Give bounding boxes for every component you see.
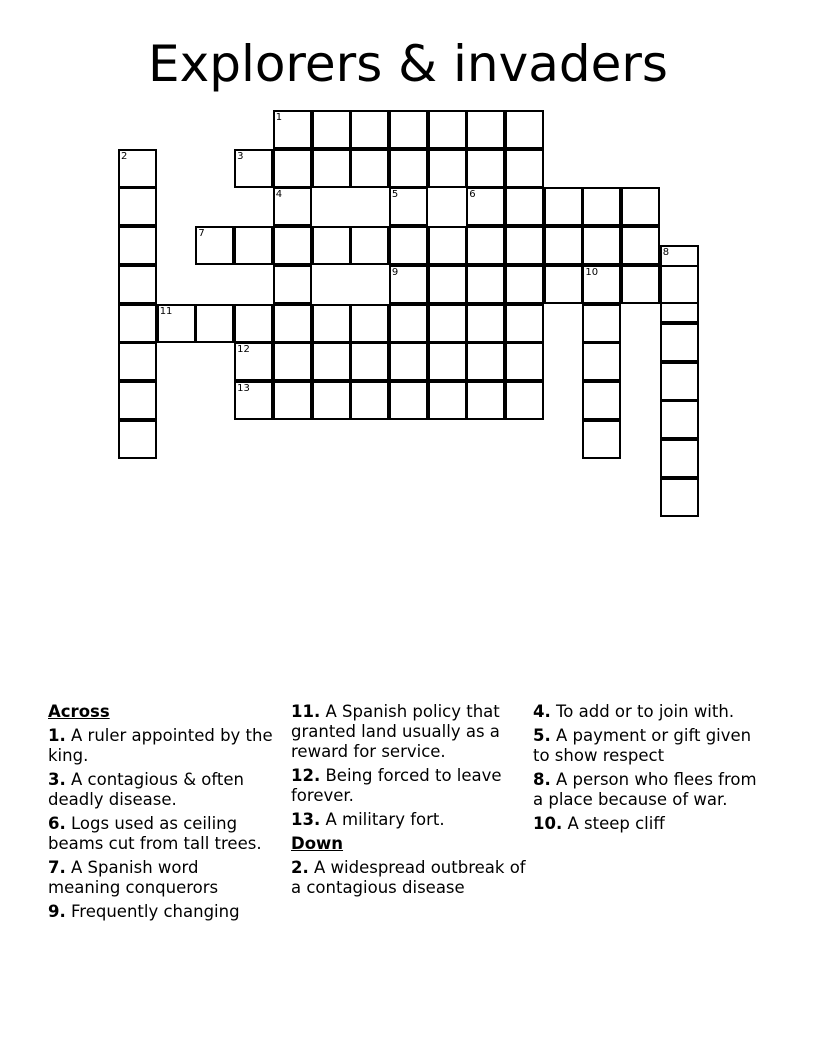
clue-text: A military fort. [325, 810, 445, 829]
crossword-cell[interactable] [234, 304, 273, 343]
crossword-cell[interactable] [428, 265, 467, 304]
crossword-cell[interactable] [466, 342, 505, 381]
crossword-cell[interactable] [505, 149, 544, 188]
clue-number-label: 3 [237, 150, 244, 162]
clue-text: Frequently changing [71, 902, 240, 921]
clue-number-label: 5 [391, 189, 399, 201]
clue-item [48, 858, 276, 898]
clue-number: 5. [533, 726, 551, 745]
crossword-cell[interactable] [273, 342, 312, 381]
across-heading: Across [48, 702, 110, 721]
crossword-cell[interactable] [350, 342, 389, 381]
crossword-cell[interactable] [466, 265, 505, 304]
down-heading: Down [291, 834, 344, 853]
crossword-cell[interactable] [118, 342, 157, 381]
clue-number-label: 9 [391, 266, 399, 278]
crossword-cell[interactable] [389, 149, 428, 188]
clue-number-label: 2 [121, 150, 128, 162]
crossword-cell[interactable] [312, 342, 351, 381]
clue-number: 7. [48, 858, 66, 877]
clue-item [291, 766, 529, 806]
crossword-cell[interactable] [505, 226, 544, 265]
crossword-cell[interactable] [466, 226, 505, 265]
clue-number: 12. [291, 766, 321, 785]
crossword-cell[interactable] [234, 226, 273, 265]
clue-number: 4. [533, 702, 551, 721]
clue-item [533, 726, 765, 766]
crossword-cell[interactable] [350, 304, 389, 343]
crossword-cell[interactable] [582, 420, 621, 459]
crossword-cell[interactable] [660, 362, 699, 401]
crossword-cell[interactable] [273, 226, 312, 265]
clue-text: A person who flees from a place because of war. [533, 770, 757, 809]
clue-text: A steep cliff [567, 814, 665, 833]
crossword-cell[interactable] [312, 304, 351, 343]
crossword-cell[interactable] [466, 381, 505, 420]
crossword-cell[interactable] [505, 342, 544, 381]
clue-number: 3. [48, 770, 66, 789]
crossword-cell[interactable] [466, 304, 505, 343]
clue-text: A Spanish word meaning conquerors [48, 858, 219, 897]
clue-column-2 [291, 702, 529, 902]
clue-text: A Spanish policy that granted land usually as a reward for service. [291, 702, 500, 761]
crossword-cell[interactable] [544, 265, 583, 304]
crossword-cell[interactable] [350, 110, 389, 149]
clue-item [291, 810, 529, 830]
clue-item [533, 702, 765, 722]
crossword-cell[interactable] [660, 400, 699, 439]
clue-text: Being forced to leave forever. [291, 766, 502, 805]
clue-text: A ruler appointed by the king. [48, 726, 273, 765]
clue-item [48, 770, 276, 810]
crossword-cell[interactable] [428, 342, 467, 381]
clue-number: 13. [291, 810, 321, 829]
crossword-cell[interactable] [660, 323, 699, 362]
clue-number-label: 8 [662, 247, 670, 259]
crossword-cell[interactable] [273, 304, 312, 343]
clue-number-label: 12 [237, 344, 250, 356]
crossword-cell[interactable] [312, 381, 351, 420]
clue-number: 11. [291, 702, 321, 721]
crossword-cell[interactable] [428, 226, 467, 265]
crossword-cell[interactable] [466, 149, 505, 188]
clue-number-label: 7 [198, 228, 205, 240]
crossword-cell[interactable] [350, 381, 389, 420]
clue-item [533, 770, 765, 810]
crossword-cell[interactable] [273, 149, 312, 188]
crossword-cell[interactable] [505, 265, 544, 304]
puzzle-title: Explorers & invaders [148, 35, 668, 93]
clue-column-1 [48, 702, 276, 926]
crossword-cell[interactable] [660, 439, 699, 478]
crossword-cell[interactable] [350, 149, 389, 188]
crossword-cell[interactable] [505, 110, 544, 149]
crossword-cell[interactable] [544, 187, 583, 226]
crossword-cell[interactable] [118, 265, 157, 304]
clue-number: 1. [48, 726, 66, 745]
crossword-cell[interactable] [118, 304, 157, 343]
crossword-cell[interactable] [428, 304, 467, 343]
crossword-cell[interactable] [312, 226, 351, 265]
crossword-cell[interactable] [195, 304, 234, 343]
clue-number-label: 6 [469, 189, 476, 201]
clue-number-label: 13 [237, 382, 250, 394]
crossword-cell[interactable] [389, 304, 428, 343]
crossword-cell[interactable] [428, 149, 467, 188]
crossword-cell[interactable] [118, 381, 157, 420]
crossword-cell[interactable] [505, 187, 544, 226]
crossword-cell[interactable] [389, 110, 428, 149]
crossword-cell[interactable] [389, 342, 428, 381]
clue-number-label: 4 [275, 189, 283, 201]
clue-item [291, 858, 529, 898]
crossword-cell[interactable] [312, 110, 351, 149]
crossword-cell[interactable] [582, 187, 621, 226]
clue-number: 9. [48, 902, 66, 921]
crossword-cell[interactable] [466, 110, 505, 149]
clue-item [291, 702, 529, 762]
clue-text: A widespread outbreak of a contagious disease [291, 858, 526, 897]
clue-number: 6. [48, 814, 66, 833]
clue-number-label: 1 [275, 112, 283, 123]
clue-number: 8. [533, 770, 551, 789]
clue-number: 2. [291, 858, 309, 877]
crossword-cell[interactable] [428, 381, 467, 420]
crossword-cell[interactable] [582, 304, 621, 343]
crossword-cell[interactable] [350, 226, 389, 265]
crossword-cell[interactable] [582, 226, 621, 265]
clue-text: To add or to join with. [556, 702, 735, 721]
clue-number-label: 10 [585, 266, 599, 278]
clue-item [48, 902, 276, 922]
clue-text: A contagious & often deadly disease. [48, 770, 244, 809]
crossword-cell[interactable] [118, 226, 157, 265]
crossword-cell[interactable] [660, 478, 699, 517]
clue-number: 10. [533, 814, 563, 833]
crossword-cell[interactable] [621, 226, 660, 265]
crossword-cell[interactable] [273, 381, 312, 420]
clue-column-3 [533, 702, 765, 838]
crossword-cell[interactable] [505, 304, 544, 343]
crossword-cell[interactable] [582, 342, 621, 381]
clue-text: A payment or gift given to show respect [533, 726, 752, 765]
crossword-cell[interactable] [505, 381, 544, 420]
crossword-cell[interactable] [428, 110, 467, 149]
crossword-cell[interactable] [312, 149, 351, 188]
crossword-cell[interactable] [544, 226, 583, 265]
crossword-cell[interactable] [389, 381, 428, 420]
crossword-cell[interactable] [389, 226, 428, 265]
crossword-cell[interactable] [273, 265, 312, 304]
crossword-cell[interactable] [621, 265, 660, 304]
crossword-cell[interactable] [118, 420, 157, 459]
clue-item [533, 814, 765, 834]
crossword-cell[interactable] [660, 265, 699, 304]
clue-text: Logs used as ceiling beams cut from tall trees. [48, 814, 262, 853]
clue-item [48, 814, 276, 854]
crossword-cell[interactable] [118, 187, 157, 226]
clue-item [48, 726, 276, 766]
crossword-cell[interactable] [582, 381, 621, 420]
crossword-cell[interactable] [621, 187, 660, 226]
clue-number-label: 11 [159, 305, 173, 317]
